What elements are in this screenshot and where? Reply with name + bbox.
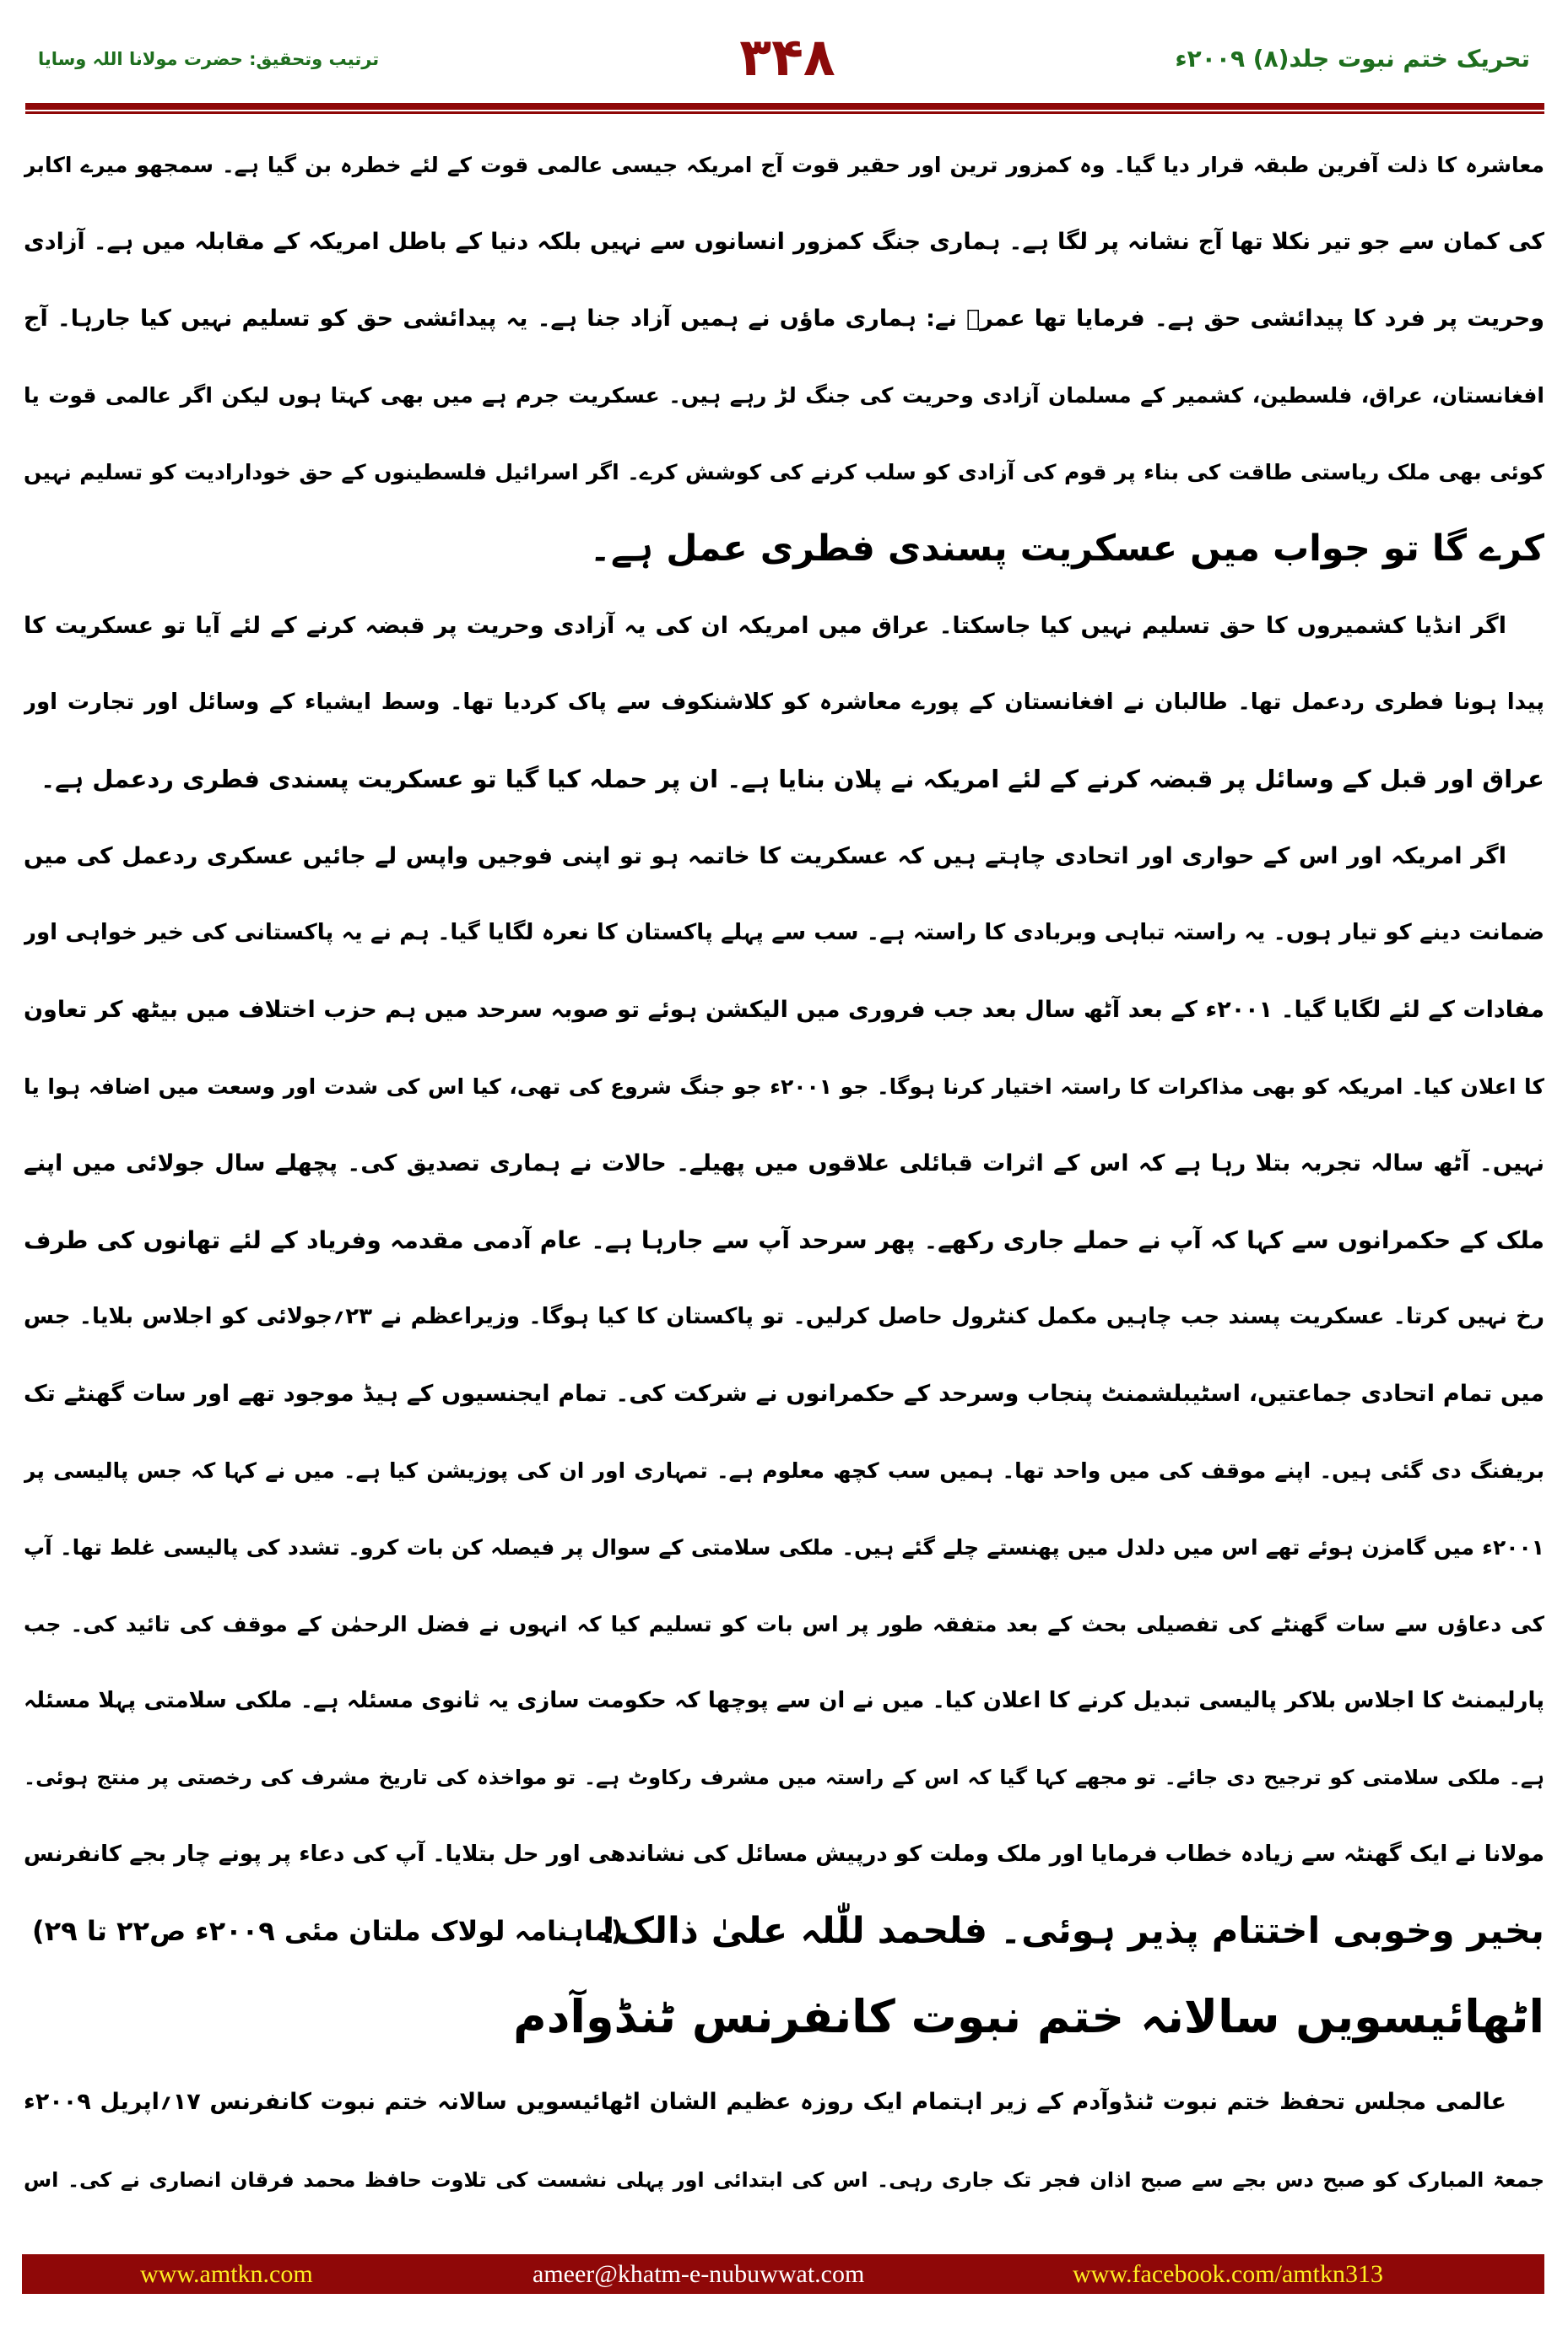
text-line: کرے گا تو جواب میں عسکریت پسندی فطری عمل ہے۔ [589,527,1544,570]
footer-email-link[interactable]: ameer@khatm-e-nubuwwat.com [533,2260,865,2288]
text-line: ضمانت دینے کو تیار ہوں۔ یہ راستہ تباہی وبربادی کا راستہ ہے۔ سب سے پہلے پاکستان کا نعرہ لگایا گیا۔ ہم نے یہ پاکستانی کی خیر خواہی اور [24,920,1544,945]
text-line: عراق اور قبل کے وسائل پر قبضہ کرنے کے لئے امریکہ نے پلان بنایا ہے۔ ان پر حملہ کیا گیا تو عسکریت پسندی فطری ردعمل ہے۔ [41,765,1544,793]
text-line: معاشرہ کا ذلت آفرین طبقہ قرار دیا گیا۔ وہ کمزور ترین اور حقیر قوت آج امریکہ جیسی عالمی قوت کے لئے خطرہ بن گیا ہے۔ سمجھو میرے اکابر [24,153,1544,177]
text-line: کی کمان سے جو تیر نکلا تھا آج نشانہ پر لگا ہے۔ ہماری جنگ کمزور انسانوں سے نہیں بلکہ دنیا کے باطل امریکہ کے مقابلہ میں ہے۔ آزادی [24,229,1544,255]
text-line: عالمی مجلس تحفظ ختم نبوت ٹنڈوآدم کے زیر اہتمام ایک روزہ عظیم الشان اٹھائیسویں سالانہ ختم نبوت کانفرنس ۱۷؍اپریل ۲۰۰۹ء [24,2089,1506,2115]
compiler-credit: ترتیب وتحقیق: حضرت مولانا اللہ وسایا [38,49,380,69]
section-heading: اٹھائیسویں سالانہ ختم نبوت کانفرنس ٹنڈوآدم [513,1990,1544,2043]
text-line: افغانستان، عراق، فلسطین، کشمیر کے مسلمان آزادی وحریت کی جنگ لڑ رہے ہیں۔ عسکریت جرم ہے میں بھی کہتا ہوں لیکن اگر عالمی قوت یا [24,383,1544,408]
page-number: ۳۴۸ [739,26,835,88]
text-line: ملک کے حکمرانوں سے کہا کہ آپ نے حملے جاری رکھے۔ پھر سرحد آپ سے جارہا ہے۔ عام آدمی مقدمہ وفریاد کے لئے تھانوں کی طرف [24,1226,1544,1254]
text-line: جمعۃ المبارک کو صبح دس بجے سے صبح اذان فجر تک جاری رہی۔ اس کی ابتدائی اور پہلی نشست کی تلاوت حافظ محمد فرقان انصاری نے کی۔ اس [24,2168,1544,2192]
text-line: کوئی بھی ملک ریاستی طاقت کی بناء پر قوم کی آزادی کو سلب کرنے کی کوشش کرے۔ اگر اسرائیل فلسطینوں کے حق خودارادیت کو تسلیم نہیں [24,460,1544,484]
text-line: میں تمام اتحادی جماعتیں، اسٹیبلشمنٹ پنجاب وسرحد کے حکمرانوں نے شرکت کی۔ تمام ایجنسیوں کے ہیڈ موجود تھے اور سات گھنٹے تک [24,1381,1544,1407]
closing-line: بخیر وخوبی اختتام پذیر ہوئی۔ فلحمد للّٰلہ علیٰ ذالک! [600,1910,1544,1952]
text-line: ۲۰۰۱ء میں گامزن ہوئے تھے اس میں دلدل میں پھنستے چلے گئے ہیں۔ ملکی سلامتی کے سوال پر فیصلہ کن بات کرو۔ تشدد کی پالیسی غلط تھا۔ آپ [24,1535,1544,1560]
text-line: پارلیمنٹ کا اجلاس بلاکر پالیسی تبدیل کرنے کا اعلان کیا۔ میں نے ان سے پوچھا کہ حکومت سازی یہ ثانوی مسئلہ ہے۔ ملکی سلامتی پہلا مسئلہ [24,1688,1544,1713]
text-line: پیدا ہونا فطری ردعمل تھا۔ طالبان نے افغانستان کے پورے معاشرہ کو کلاشنکوف سے پاک کردیا تھا۔ وسط ایشیاء کے وسائل اور تجارت اور [24,690,1544,715]
text-line: مفادات کے لئے لگایا گیا۔ ۲۰۰۱ء کے بعد آٹھ سال بعد جب فروری میں الیکشن ہوئے تو صوبہ سرحد میں ہم حزب اختلاف میں بیٹھ کر تعاون [24,997,1544,1023]
text-line: مولانا نے ایک گھنٹہ سے زیادہ خطاب فرمایا اور ملک وملت کو درپیش مسائل کی نشاندھی اور حل بتلایا۔ آپ کی دعاء پر پونے چار بجے کانفرنس [24,1842,1544,1867]
footer-bar [22,2254,1544,2294]
book-title: تحریک ختم نبوت جلد(۸) ۲۰۰۹ء [1175,45,1530,73]
text-line: اگر امریکہ اور اس کے حواری اور اتحادی چاہتے ہیں کہ عسکریت کا خاتمہ ہو تو اپنی فوجیں واپس لے جائیں عسکری ردعمل کی میں [24,843,1506,869]
text-line: اگر انڈیا کشمیروں کا حق تسلیم نہیں کیا جاسکتا۔ عراق میں امریکہ ان کی یہ آزادی وحریت پر قبضہ کرنے کے لئے آیا تو عسکریت کا [24,613,1506,639]
footer-website-link[interactable]: www.amtkn.com [140,2260,313,2288]
text-line: ہے۔ ملکی سلامتی کو ترجیح دی جائے۔ تو مجھے کہا گیا کہ اس کے راستہ میں مشرف رکاوٹ ہے۔ تو مواخذہ کی تاریخ مشرف کی رخصتی پر منتج ہوئی۔ [24,1766,1544,1789]
text-line: نہیں۔ آٹھ سالہ تجربہ بتلا رہا ہے کہ اس کے اثرات قبائلی علاقوں میں پھیلے۔ حالات نے ہماری تصدیق کی۔ پچھلے سال جولائی میں اپنے [24,1150,1544,1176]
text-line: بریفنگ دی گئی ہیں۔ اپنے موقف کی میں واحد تھا۔ ہمیں سب کچھ معلوم ہے۔ تمہاری اور ان کی پوزیشن کیا ہے۔ میں نے کہا کہ جس پالیسی پر [24,1458,1544,1483]
source-citation: (ماہنامہ لولاک ملتان مئی ۲۰۰۹ء ص۲۲ تا ۲۹) [32,1915,624,1947]
text-line: کا اعلان کیا۔ امریکہ کو بھی مذاکرات کا راستہ اختیار کرنا ہوگا۔ جو ۲۰۰۱ء جو جنگ شروع کی تھی، کیا اس کی شدت اور وسعت میں اضافہ ہوا یا [24,1074,1544,1099]
closing-row [24,1893,1544,1970]
text-line: کی دعاؤں سے سات گھنٹے کی تفصیلی بحث کے بعد متفقہ طور پر اس بات کو تسلیم کیا کہ انہوں نے فضل الرحمٰن کے موقف کی تائید کی۔ جب [24,1612,1544,1636]
header-rule-thin [25,111,1544,114]
text-line: وحریت پر فرد کا پیدائشی حق ہے۔ فرمایا تھا عمرؓ نے: ہماری ماؤں نے ہمیں آزاد جنا ہے۔ یہ پیدائشی حق کو تسلیم نہیں کیا جارہا۔ آج [24,306,1544,332]
text-line: رخ نہیں کرتا۔ عسکریت پسند جب چاہیں مکمل کنٹرول حاصل کرلیں۔ تو پاکستان کا کیا ہوگا۔ وزیراعظم نے ۲۳؍جولائی کو اجلاس بلایا۔ جس [24,1304,1544,1329]
footer-facebook-link[interactable]: www.facebook.com/amtkn313 [1073,2260,1383,2288]
header-rule-thick [25,103,1544,110]
